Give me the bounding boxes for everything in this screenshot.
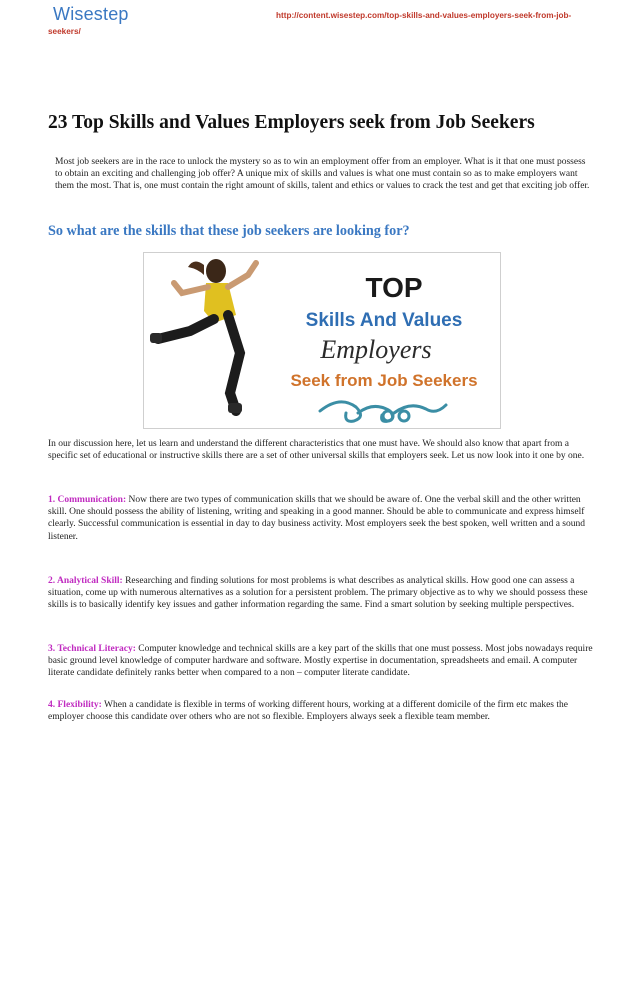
site-brand: Wisestep	[53, 4, 129, 24]
hero-image	[143, 252, 501, 429]
discussion-paragraph: In our discussion here, let us learn and understand the different characteristics that one must have. We should also know that apart from a specific set of educational or instructive skills there are a set of other universal skills that employers seek. Let us now look into it one by one.	[48, 439, 585, 462]
skill-name: 2. Analytical Skill:	[48, 576, 123, 586]
skill-text: Computer knowledge and technical skills are a key part of the skills that one must possess. Most jobs nowadays require basic ground level knowledge of computer hardware and software. Mostly expertise in documentation, spreadsheets and email. A computer literate candidate definitely ranks better when compared to a non – computer literate candidate.	[48, 644, 593, 679]
skill-communication	[48, 494, 593, 543]
skill-name: 3. Technical Literacy:	[48, 644, 136, 654]
swirl-ornament-icon	[320, 402, 446, 422]
section-subheading: So what are the skills that these job seekers are looking for?	[48, 223, 410, 239]
skill-name: 1. Communication:	[48, 495, 127, 505]
jumping-woman-figure	[150, 259, 256, 413]
skill-analytical	[48, 575, 593, 612]
source-url-continued[interactable]: seekers/	[48, 27, 81, 36]
hero-line-seek: Seek from Job Seekers	[290, 371, 478, 390]
article-title: 23 Top Skills and Values Employers seek from Job Seekers	[48, 112, 535, 133]
source-url[interactable]: http://content.wisestep.com/top-skills-and-values-employers-seek-from-job-	[276, 11, 572, 20]
skill-text: When a candidate is flexible in terms of working different hours, working at a different domicile of the firm etc makes the employer choose this candidate over others who are not so flexible. Employers always seek a flexible team member.	[48, 700, 568, 723]
hero-line-skills: Skills And Values	[305, 310, 463, 331]
hero-illustration	[144, 253, 500, 428]
skill-technical-literacy	[48, 643, 593, 680]
hero-line-employers: Employers	[320, 335, 432, 364]
skill-text: Now there are two types of communication skills that we should be aware of. One the verbal skill and the other written skill. One should possess the ability of listening, writing and speaking in a good manner. Should be able to communicate and express himself clearly. Successful communication is essential in day to day business activity. Most employers seek the best spoken, well written and a sound listener.	[48, 495, 585, 542]
hero-line-top: TOP	[365, 272, 423, 303]
skill-text: Researching and finding solutions for most problems is what describes as analytical skills. How good one can assess a situation, come up with numerous alternatives as a solution for a persistent problem. The primary objective as to why we should possess these skills is to basically identify key issues and gather information regarding the same. Find a smart solution by seeking multiple perspectives.	[48, 576, 588, 611]
skill-flexibility	[48, 699, 593, 723]
skill-name: 4. Flexibility:	[48, 700, 102, 710]
intro-paragraph: Most job seekers are in the race to unlock the mystery so as to win an employment offer from an employer. What is it that one must possess to obtain an exciting and challenging job offer? A unique mix of skills and values is what one must contain so as to make employers want them the most. That is, one must contain the right amount of skills, talent and ethics or values to crack the test and get that exciting job offer.	[55, 157, 590, 191]
